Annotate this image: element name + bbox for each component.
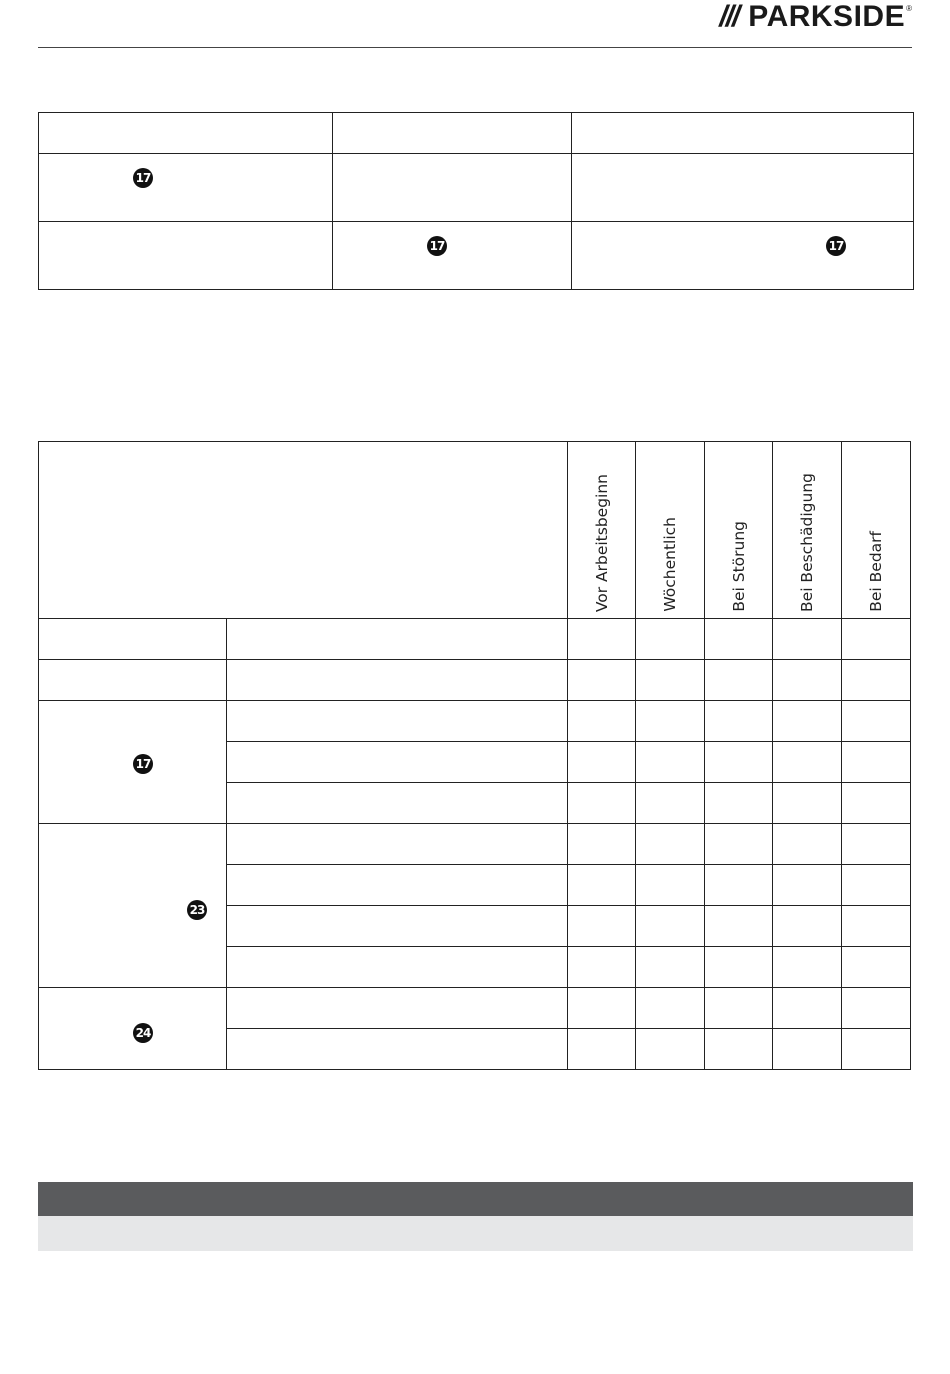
check-cell bbox=[773, 701, 842, 742]
check-cell bbox=[568, 742, 636, 783]
check-cell bbox=[568, 947, 636, 988]
group-cell bbox=[39, 701, 227, 824]
table-row bbox=[39, 824, 911, 865]
check-cell bbox=[842, 865, 911, 906]
check-cell bbox=[773, 824, 842, 865]
top-table bbox=[38, 112, 914, 290]
task-cell bbox=[227, 906, 568, 947]
table-cell bbox=[572, 222, 914, 290]
table-cell bbox=[572, 154, 914, 222]
check-cell bbox=[705, 783, 773, 824]
check-cell bbox=[705, 906, 773, 947]
parkside-logo bbox=[719, 2, 912, 32]
check-cell bbox=[568, 701, 636, 742]
task-cell bbox=[227, 783, 568, 824]
check-cell bbox=[842, 906, 911, 947]
check-cell bbox=[773, 988, 842, 1029]
check-cell bbox=[705, 660, 773, 701]
table-cell bbox=[572, 113, 914, 154]
task-cell bbox=[227, 865, 568, 906]
check-cell bbox=[842, 701, 911, 742]
task-cell bbox=[227, 619, 568, 660]
table-header-row bbox=[39, 442, 911, 619]
logo-wordmark: PARKSIDE bbox=[748, 0, 906, 33]
check-cell bbox=[568, 619, 636, 660]
callout-number-badge: 17 bbox=[826, 236, 846, 256]
logo-slashes: /// bbox=[719, 0, 739, 33]
column-header-label: Bei Störung bbox=[729, 521, 748, 612]
check-cell bbox=[705, 742, 773, 783]
group-cell bbox=[39, 660, 227, 701]
check-cell bbox=[705, 988, 773, 1029]
check-cell bbox=[636, 619, 705, 660]
check-cell bbox=[773, 865, 842, 906]
table-row bbox=[39, 988, 911, 1029]
table-cell bbox=[333, 113, 572, 154]
task-cell bbox=[227, 742, 568, 783]
check-cell bbox=[705, 824, 773, 865]
check-cell bbox=[842, 947, 911, 988]
check-cell bbox=[842, 660, 911, 701]
check-cell bbox=[636, 947, 705, 988]
check-cell bbox=[773, 906, 842, 947]
column-header bbox=[705, 442, 773, 619]
column-header-label: Wöchentlich bbox=[661, 517, 679, 612]
table-row bbox=[39, 154, 914, 222]
check-cell bbox=[636, 988, 705, 1029]
column-header bbox=[568, 442, 636, 619]
check-cell bbox=[773, 660, 842, 701]
check-cell bbox=[842, 619, 911, 660]
table-cell bbox=[333, 222, 572, 290]
column-header bbox=[636, 442, 705, 619]
task-cell bbox=[227, 1029, 568, 1070]
column-header bbox=[842, 442, 911, 619]
table-cell bbox=[39, 222, 333, 290]
check-cell bbox=[842, 742, 911, 783]
header-rule bbox=[38, 47, 912, 48]
check-cell bbox=[636, 865, 705, 906]
column-header-label: Vor Arbeitsbeginn bbox=[592, 473, 611, 612]
check-cell bbox=[636, 1029, 705, 1070]
check-cell bbox=[705, 865, 773, 906]
check-cell bbox=[773, 742, 842, 783]
check-cell bbox=[636, 824, 705, 865]
table-cell bbox=[39, 113, 333, 154]
table-row bbox=[39, 619, 911, 660]
check-cell bbox=[705, 947, 773, 988]
check-cell bbox=[842, 783, 911, 824]
group-cell bbox=[39, 619, 227, 660]
task-cell bbox=[227, 947, 568, 988]
column-header bbox=[773, 442, 842, 619]
check-cell bbox=[636, 742, 705, 783]
group-cell bbox=[39, 988, 227, 1070]
column-header-label: Bei Bedarf bbox=[867, 531, 885, 612]
registered-mark: ® bbox=[906, 4, 912, 13]
callout-number-badge: 24 bbox=[133, 1023, 153, 1043]
table-row bbox=[39, 701, 911, 742]
section-subheading-bar bbox=[38, 1216, 913, 1251]
check-cell bbox=[705, 701, 773, 742]
check-cell bbox=[773, 783, 842, 824]
table-cell bbox=[333, 154, 572, 222]
check-cell bbox=[568, 783, 636, 824]
callout-number-badge: 17 bbox=[427, 236, 447, 256]
callout-number-badge: 17 bbox=[133, 754, 153, 774]
table-cell bbox=[39, 154, 333, 222]
table-row bbox=[39, 660, 911, 701]
check-cell bbox=[773, 947, 842, 988]
check-cell bbox=[636, 660, 705, 701]
callout-number-badge: 17 bbox=[133, 168, 153, 188]
check-cell bbox=[842, 988, 911, 1029]
task-cell bbox=[227, 701, 568, 742]
check-cell bbox=[705, 1029, 773, 1070]
check-cell bbox=[773, 619, 842, 660]
table-row bbox=[39, 113, 914, 154]
section-heading-bar bbox=[38, 1182, 913, 1216]
group-cell bbox=[39, 824, 227, 988]
check-cell bbox=[636, 906, 705, 947]
check-cell bbox=[636, 701, 705, 742]
check-cell bbox=[568, 824, 636, 865]
check-cell bbox=[636, 783, 705, 824]
check-cell bbox=[842, 824, 911, 865]
task-cell bbox=[227, 824, 568, 865]
column-header-label: Bei Beschädigung bbox=[798, 473, 816, 612]
check-cell bbox=[568, 660, 636, 701]
check-cell bbox=[568, 988, 636, 1029]
callout-number-badge: 23 bbox=[187, 900, 207, 920]
check-cell bbox=[773, 1029, 842, 1070]
table-row bbox=[39, 222, 914, 290]
header-blank-cell bbox=[39, 442, 568, 619]
check-cell bbox=[568, 865, 636, 906]
check-cell bbox=[568, 906, 636, 947]
check-cell bbox=[842, 1029, 911, 1070]
check-cell bbox=[568, 1029, 636, 1070]
maintenance-table bbox=[38, 441, 911, 1070]
task-cell bbox=[227, 988, 568, 1029]
task-cell bbox=[227, 660, 568, 701]
check-cell bbox=[705, 619, 773, 660]
